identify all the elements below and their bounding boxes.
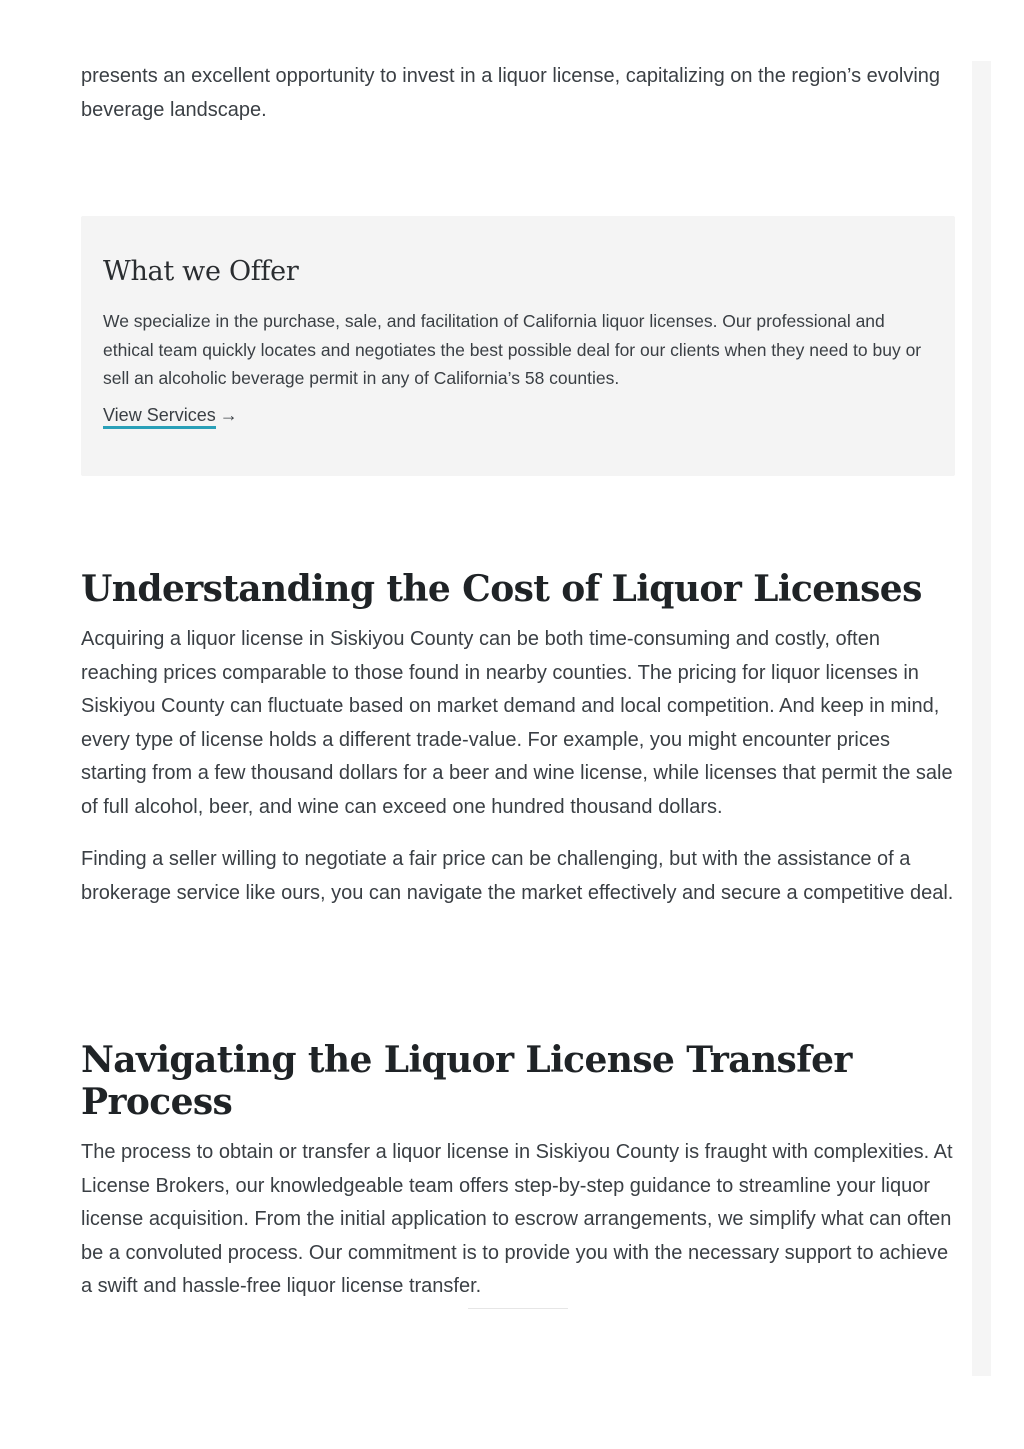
cost-section	[81, 568, 961, 910]
arrow-right-icon: →	[219, 405, 238, 425]
transfer-paragraph: The process to obtain or transfer a liquor license in Siskiyou County is fraught with complexities. At License Brokers, our knowledgeable team offers step-by-step guidance to streamline your liquor license acquisition. From the initial application to escrow arrangements, we simplify what can often be a convoluted process. Our commitment is to provide you with the necessary support to achieve a swift and hassle-free liquor license transfer.	[81, 1141, 953, 1297]
view-services-label: View Services	[103, 405, 216, 429]
intro-block	[81, 60, 955, 127]
cost-paragraph: Finding a seller willing to negotiate a fair price can be challenging, but with the assistance of a brokerage service like ours, you can navigate the market effectively and secure a competitive deal.	[81, 848, 954, 904]
scrollbar-track[interactable]	[972, 61, 991, 1376]
section-divider	[468, 1308, 568, 1309]
cost-paragraph: Acquiring a liquor license in Siskiyou County can be both time-consuming and costly, often reaching prices comparable to those found in nearby counties. The pricing for liquor licenses in Siskiyou County can fluctuate based on market demand and local competition. And keep in mind, every type of license holds a different trade-value. For example, you might encounter prices starting from a few thousand dollars for a beer and wine license, while licenses that permit the sale of full alcohol, beer, and wine can exceed one hundred thousand dollars.	[81, 628, 953, 818]
offer-description: We specialize in the purchase, sale, and facilitation of California liquor licenses. Our professional and ethical team quickly locates and negotiates the best possible deal for our clients when they need to buy or sell an alcoholic beverage permit in any of California’s 58 counties.	[103, 311, 922, 388]
transfer-section-heading: Navigating the Liquor License Transfer Process	[81, 1039, 852, 1123]
transfer-section	[81, 1039, 961, 1304]
offer-title: What we Offer	[103, 256, 299, 287]
what-we-offer-card	[81, 216, 955, 476]
intro-paragraph: presents an excellent opportunity to invest in a liquor license, capitalizing on the region’s evolving beverage landscape.	[81, 65, 941, 121]
cost-section-heading: Understanding the Cost of Liquor Licenses	[81, 568, 922, 610]
view-services-link[interactable]	[103, 405, 238, 426]
